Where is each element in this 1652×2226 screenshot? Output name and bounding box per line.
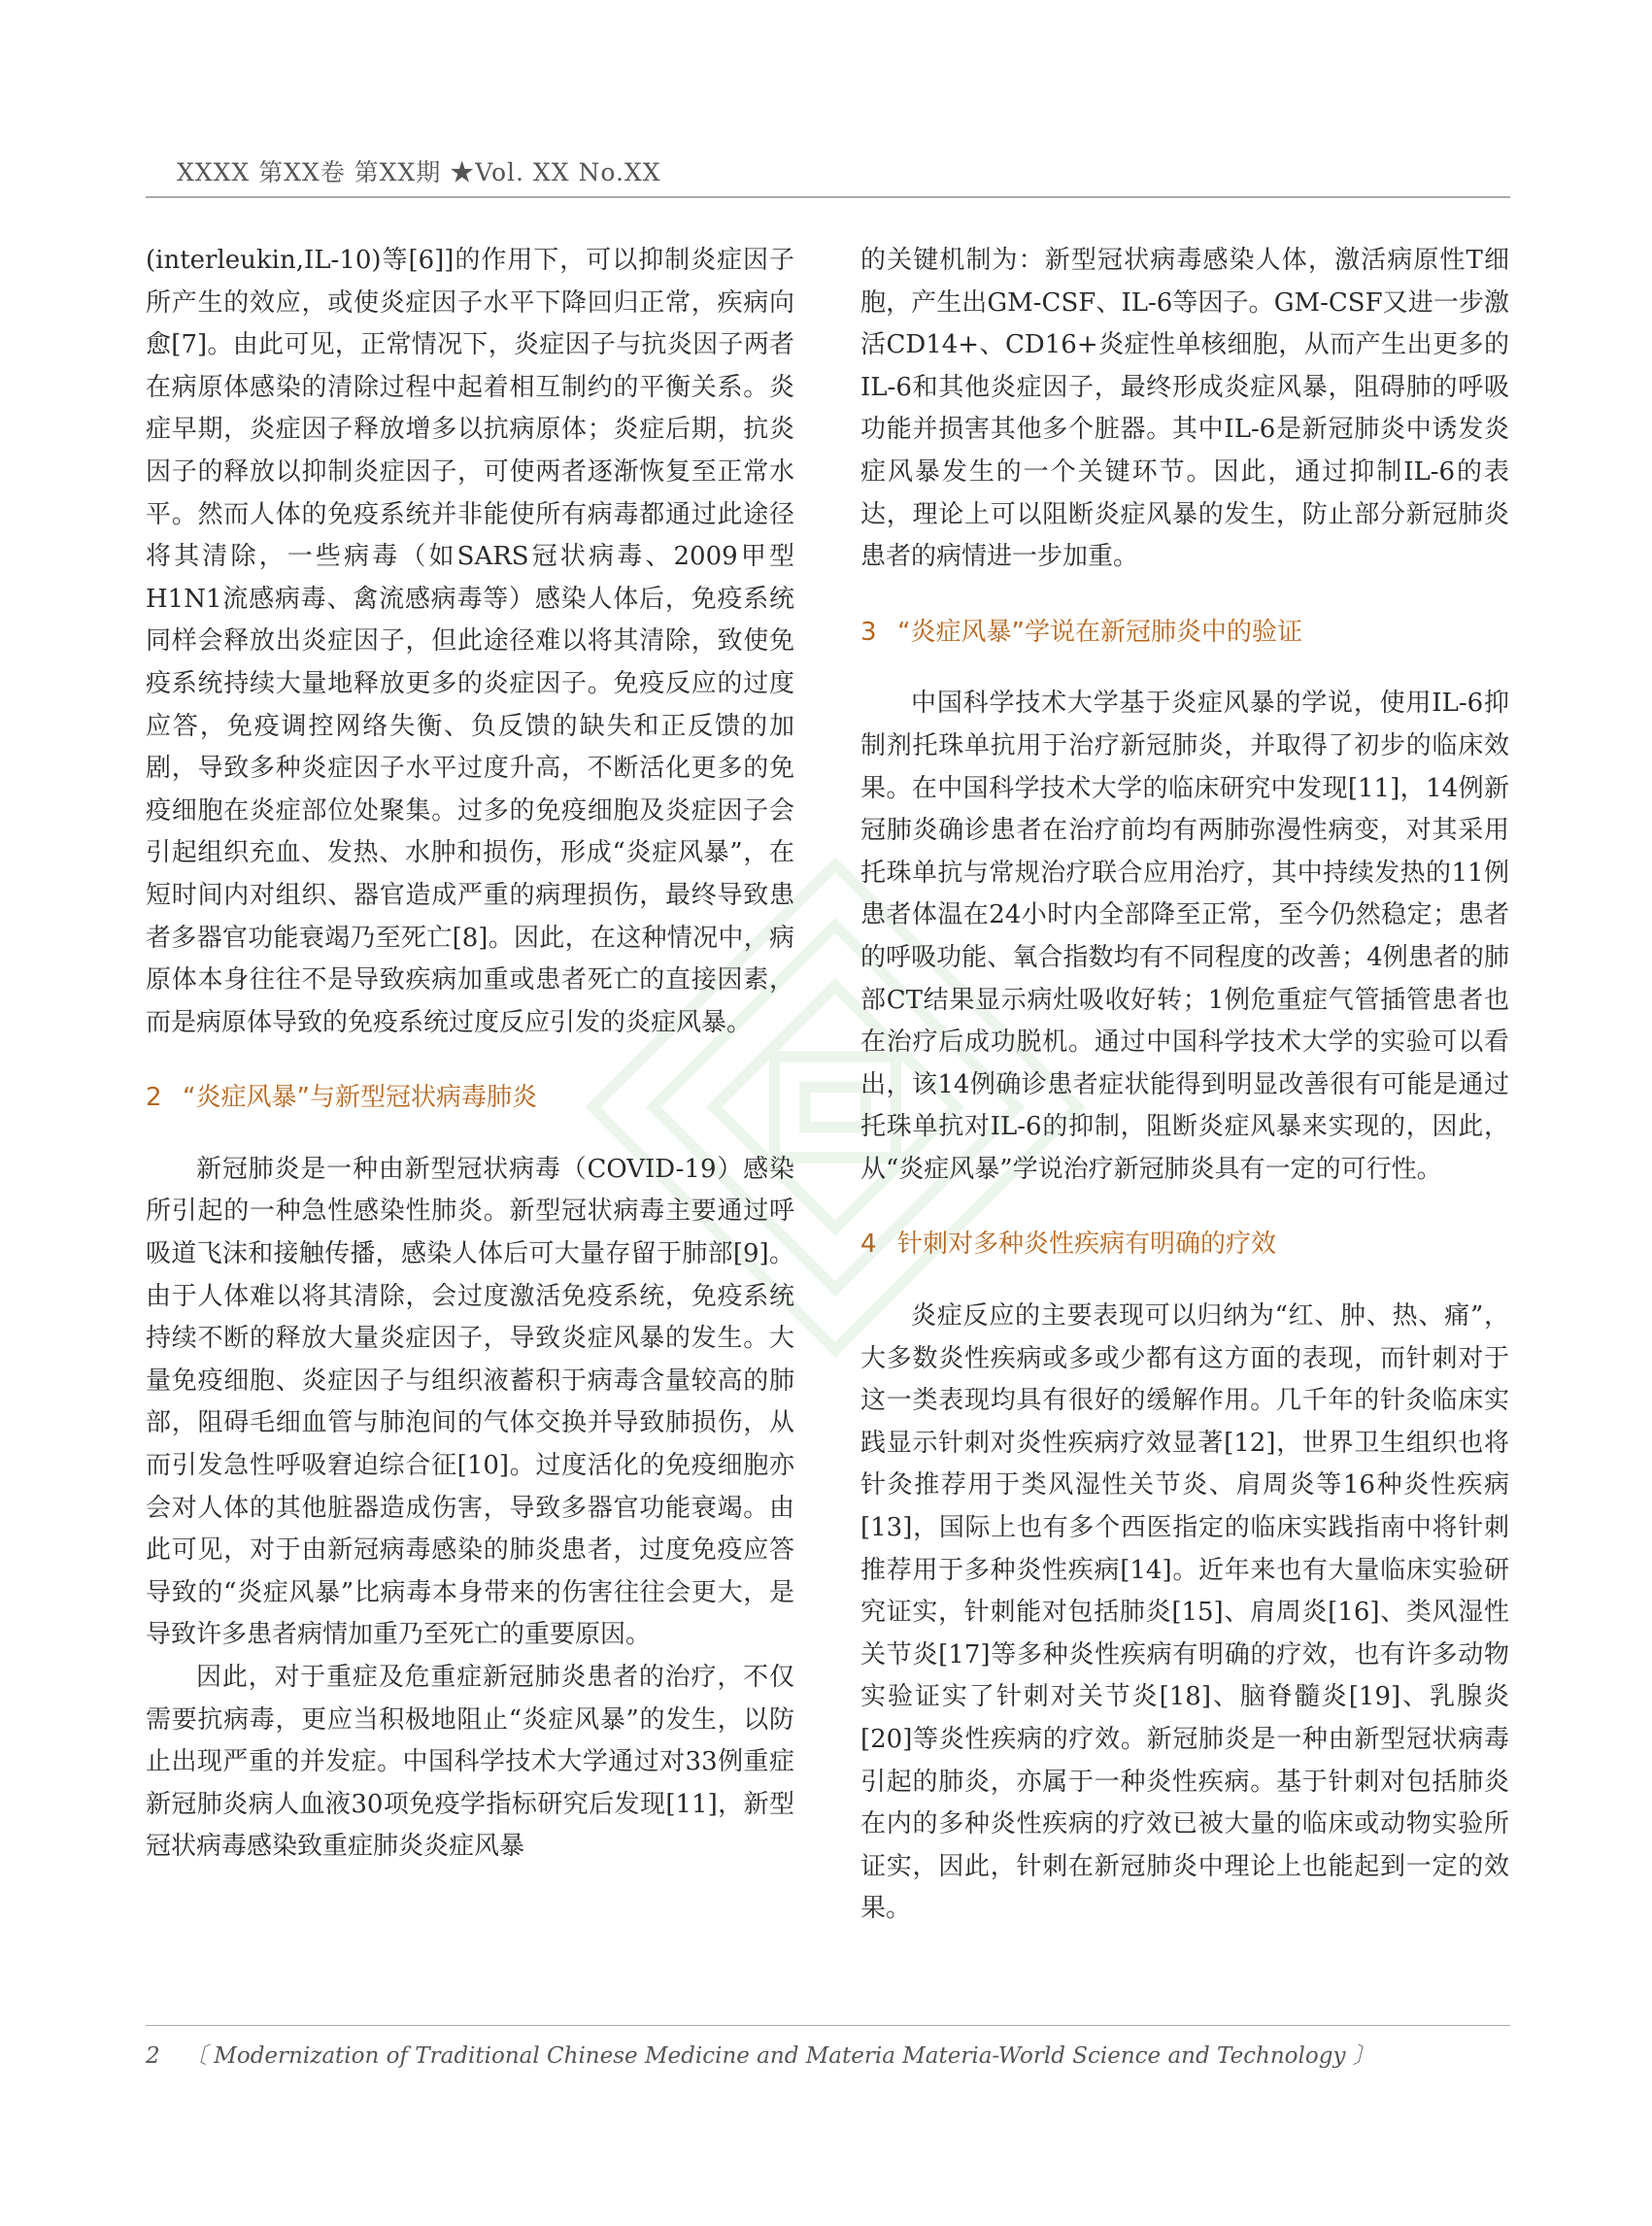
section-number: 3 bbox=[860, 617, 877, 647]
section-heading-4 bbox=[860, 1224, 1509, 1266]
right-column bbox=[860, 240, 1509, 1931]
paragraph: 的关键机制为：新型冠状病毒感染人体，激活病原性T细胞，产生出GM-CSF、IL-6等因子。GM-CSF又进一步激活CD14+、CD16+炎症性单核细胞，从而产生出更多的IL-6和其他炎症因子，最终形成炎症风暴，阻碍肺的呼吸功能并损害其他多个脏器。其中IL-6是新冠肺炎中诱发炎症风暴发生的一个关键环节。因此，通过抑制IL-6的表达，理论上可以阻断炎症风暴的发生，防止部分新冠肺炎患者的病情进一步加重。 bbox=[860, 246, 1509, 572]
page-number: 2 bbox=[146, 2043, 160, 2069]
section-number: 4 bbox=[860, 1230, 877, 1260]
running-footer bbox=[146, 2038, 1375, 2070]
running-header: XXXX 第XX卷 第XX期 ★Vol. XX No.XX bbox=[177, 158, 661, 186]
section-title: 针刺对多种炎性疾病有明确的疗效 bbox=[897, 1230, 1277, 1260]
paragraph: 新冠肺炎是一种由新型冠状病毒（COVID-19）感染所引起的一种急性感染性肺炎。新型冠状病毒主要通过呼吸道飞沫和接触传播，感染人体后可大量存留于肺部[9]。由于人体难以将其清除，会过度激活免疫系统，免疫系统持续不断的释放大量炎症因子，导致炎症风暴的发生。大量免疫细胞、炎症因子与组织液蓄积于病毒含量较高的肺部，阻碍毛细血管与肺泡间的气体交换并导致肺损伤，从而引发急性呼吸窘迫综合征[10]。过度活化的免疫细胞亦会对人体的其他脏器造成伤害，导致多器官功能衰竭。由此可见，对于由新冠病毒感染的肺炎患者，过度免疫应答导致的“炎症风暴”比病毒本身带来的伤害往往会更大，是导致许多患者病情加重乃至死亡的重要原因。 bbox=[146, 1154, 794, 1650]
paragraph: 因此，对于重症及危重症新冠肺炎患者的治疗，不仅需要抗病毒，更应当积极地阻止“炎症风暴”的发生，以防止出现严重的并发症。中国科学技术大学通过对33例重症新冠肺炎病人血液30项免疫学指标研究后发现[11]，新型冠状病毒感染致重症肺炎炎症风暴 bbox=[146, 1663, 794, 1862]
paragraph: (interleukin,IL-10)等[6]]的作用下，可以抑制炎症因子所产生的效应，或使炎症因子水平下降回归正常，疾病向愈[7]。由此可见，正常情况下，炎症因子与抗炎因子两者在病原体感染的清除过程中起着相互制约的平衡关系。炎症早期，炎症因子释放增多以抗病原体；炎症后期，抗炎因子的释放以抑制炎症因子，可使两者逐渐恢复至正常水平。然而人体的免疫系统并非能使所有病毒都通过此途径将其清除，一些病毒（如SARS冠状病毒、2009甲型H1N1流感病毒、禽流感病毒等）感染人体后，免疫系统同样会释放出炎症因子，但此途径难以将其清除，致使免疫系统持续大量地释放更多的炎症因子。免疫反应的过度应答，免疫调控网络失衡、负反馈的缺失和正反馈的加剧，导致多种炎症因子水平过度升高，不断活化更多的免疫细胞在炎症部位处聚集。过多的免疫细胞及炎症因子会引起组织充血、发热、水肿和损伤，形成“炎症风暴”，在短时间内对组织、器官造成严重的病理损伤，最终导致患者多器官功能衰竭乃至死亡[8]。因此，在这种情况中，病原体本身往往不是导致疾病加重或患者死亡的直接因素，而是病原体导致的免疫系统过度反应引发的炎症风暴。 bbox=[146, 246, 794, 1037]
journal-name: 〔 Modernization of Traditional Chinese Medicine and Materia Materia-World Science and Technology 〕 bbox=[185, 2043, 1375, 2069]
section-heading-3 bbox=[860, 612, 1509, 655]
footer-divider bbox=[146, 2025, 1510, 2026]
section-number: 2 bbox=[146, 1083, 162, 1113]
section-title: “炎症风暴”学说在新冠肺炎中的验证 bbox=[897, 617, 1302, 647]
header-divider bbox=[146, 196, 1510, 198]
section-title: “炎症风暴”与新型冠状病毒肺炎 bbox=[183, 1083, 537, 1113]
section-heading-2 bbox=[146, 1077, 794, 1120]
left-column bbox=[146, 240, 794, 1869]
paragraph: 炎症反应的主要表现可以归纳为“红、肿、热、痛”，大多数炎性疾病或多或少都有这方面的表现，而针刺对于这一类表现均具有很好的缓解作用。几千年的针灸临床实践显示针刺对炎性疾病疗效显著[12]，世界卫生组织也将针灸推荐用于类风湿性关节炎、肩周炎等16种炎性疾病[13]，国际上也有多个西医指定的临床实践指南中将针刺推荐用于多种炎性疾病[14]。近年来也有大量临床实验研究证实，针刺能对包括肺炎[15]、肩周炎[16]、类风湿性关节炎[17]等多种炎性疾病有明确的疗效，也有许多动物实验证实了针刺对关节炎[18]、脑脊髓炎[19]、乳腺炎[20]等炎性疾病的疗效。新冠肺炎是一种由新型冠状病毒引起的肺炎，亦属于一种炎性疾病。基于针刺对包括肺炎在内的多种炎性疾病的疗效已被大量的临床或动物实验所证实，因此，针刺在新冠肺炎中理论上也能起到一定的效果。 bbox=[860, 1301, 1509, 1924]
paragraph: 中国科学技术大学基于炎症风暴的学说，使用IL-6抑制剂托珠单抗用于治疗新冠肺炎，并取得了初步的临床效果。在中国科学技术大学的临床研究中发现[11]，14例新冠肺炎确诊患者在治疗前均有两肺弥漫性病变，对其采用托珠单抗与常规治疗联合应用治疗，其中持续发热的11例患者体温在24小时内全部降至正常，至今仍然稳定；患者的呼吸功能、氧合指数均有不同程度的改善；4例患者的肺部CT结果显示病灶吸收好转；1例危重症气管插管患者也在治疗后成功脱机。通过中国科学技术大学的实验可以看出，该14例确诊患者症状能得到明显改善很有可能是通过托珠单抗对IL-6的抑制，阻断炎症风暴来实现的，因此，从“炎症风暴”学说治疗新冠肺炎具有一定的可行性。 bbox=[860, 689, 1509, 1184]
